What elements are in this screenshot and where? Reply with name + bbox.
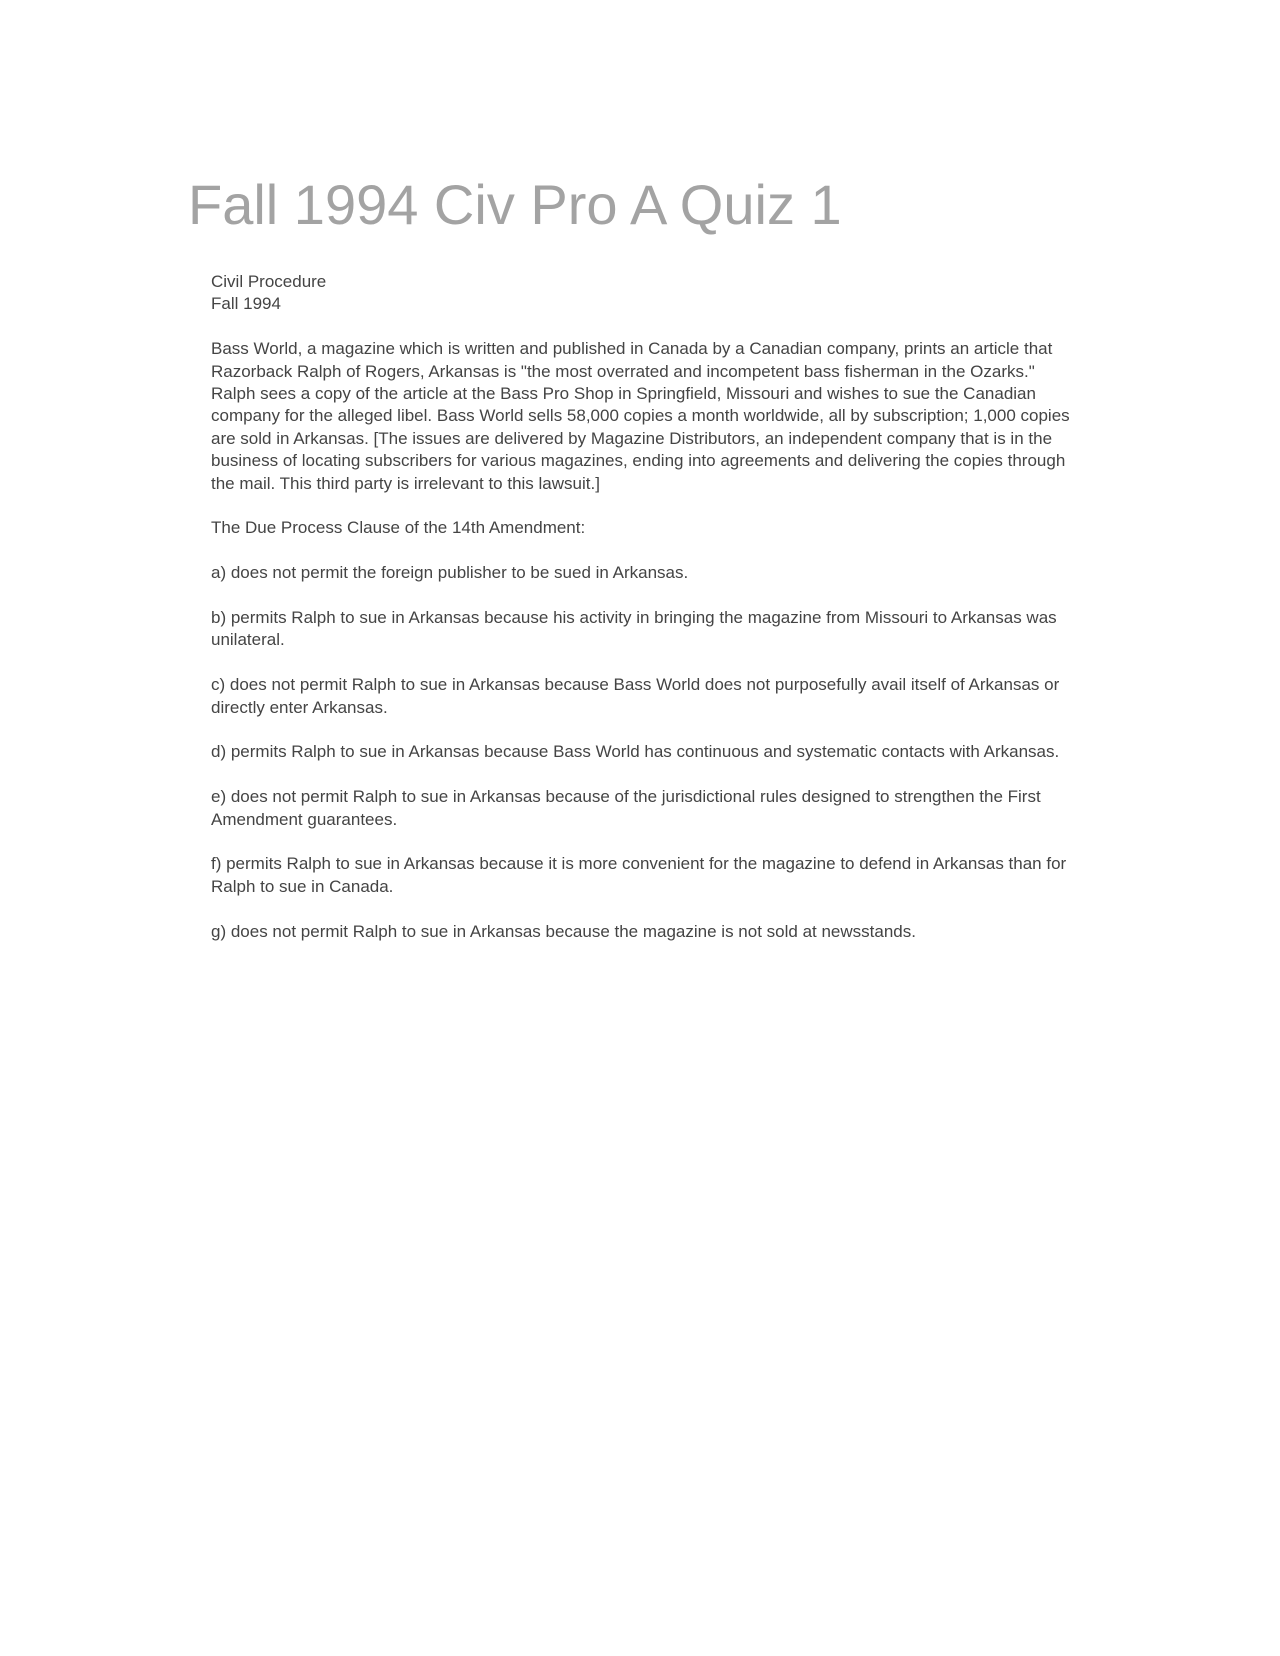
- page-title: Fall 1994 Civ Pro A Quiz 1: [188, 173, 842, 236]
- document-body: [211, 271, 1071, 965]
- fact-pattern: Bass World, a magazine which is written and published in Canada by a Canadian company, prints an article that Razorback Ralph of Rogers, Arkansas is "the most overrated and incompetent bass fisherman in the Ozarks." Ralph sees a copy of the article at the Bass Pro Shop in Springfield, Missouri and wishes to sue the Canadian company for the alleged libel. Bass World sells 58,000 copies a month worldwide, all by subscription; 1,000 copies are sold in Arkansas. [The issues are delivered by Magazine Distributors, an independent company that is in the business of locating subscribers for various magazines, ending into agreements and delivering the copies through the mail. This third party is irrelevant to this lawsuit.]: [211, 339, 1070, 493]
- answer-option-g: g) does not permit Ralph to sue in Arkansas because the magazine is not sold at newsstands.: [211, 921, 916, 941]
- answer-option-c: c) does not permit Ralph to sue in Arkansas because Bass World does not purposefully avail itself of Arkansas or directly enter Arkansas.: [211, 675, 1060, 717]
- course-term: Fall 1994: [211, 294, 281, 314]
- answer-option-f: f) permits Ralph to sue in Arkansas because it is more convenient for the magazine to defend in Arkansas than for Ralph to sue in Canada.: [211, 854, 1067, 896]
- answer-option-e: e) does not permit Ralph to sue in Arkansas because of the jurisdictional rules designed to strengthen the First Amendment guarantees.: [211, 787, 1041, 829]
- answer-option-a: a) does not permit the foreign publisher to be sued in Arkansas.: [211, 563, 689, 583]
- answer-option-b: b) permits Ralph to sue in Arkansas because his activity in bringing the magazine from Missouri to Arkansas was unilateral.: [211, 608, 1057, 650]
- question-stem: The Due Process Clause of the 14th Amendment:: [211, 518, 586, 538]
- course-name: Civil Procedure: [211, 272, 327, 291]
- answer-option-d: d) permits Ralph to sue in Arkansas because Bass World has continuous and systematic contacts with Arkansas.: [211, 742, 1060, 762]
